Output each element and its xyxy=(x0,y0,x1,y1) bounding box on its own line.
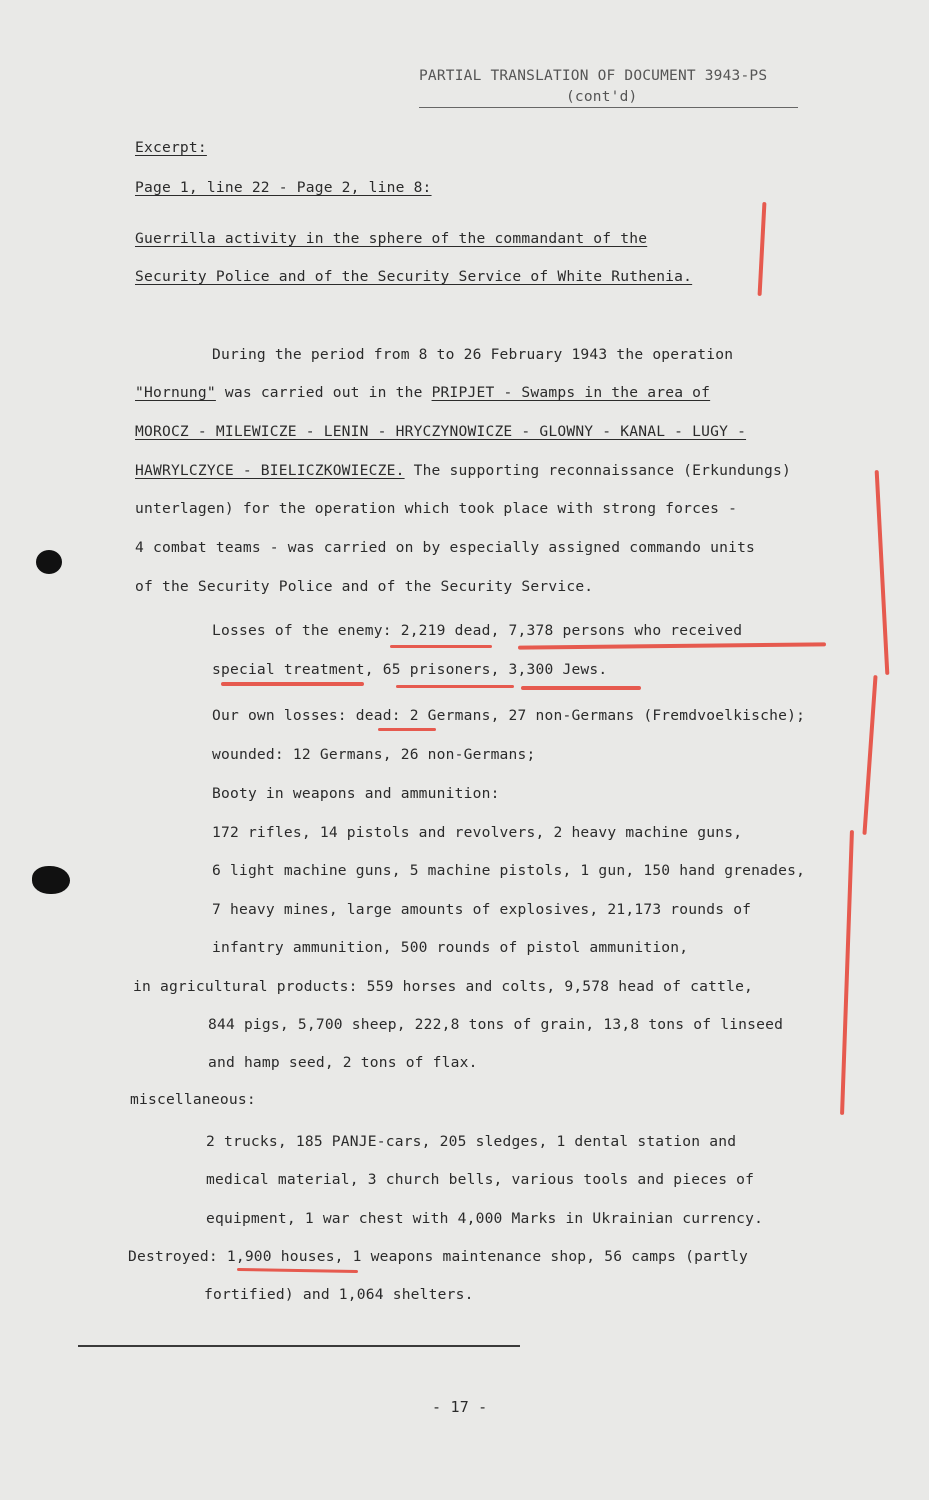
para1-line-5: unterlagen) for the operation which took place with strong forces - xyxy=(135,500,738,517)
page-number: - 17 - xyxy=(432,1398,488,1416)
booty-line-1: 172 rifles, 14 pistols and revolvers, 2 heavy machine guns, xyxy=(212,824,743,841)
para1-line-2-mid: was carried out in the xyxy=(215,384,432,401)
page-reference: Page 1, line 22 - Page 2, line 8: xyxy=(135,179,432,196)
footer-rule xyxy=(78,1345,520,1347)
red-margin-mark-heading xyxy=(758,202,767,296)
operation-name: "Hornung" xyxy=(135,384,216,401)
booty-line-2: 6 light machine guns, 5 machine pistols, 1 gun, 150 hand grenades, xyxy=(212,862,806,879)
heading-line-2: Security Police and of the Security Service of White Ruthenia. xyxy=(135,268,693,285)
heading-line-1: Guerrilla activity in the sphere of the commandant of the xyxy=(135,230,648,247)
own-losses-line-2: wounded: 12 Germans, 26 non-Germans; xyxy=(212,746,536,763)
agri-line-1: in agricultural products: 559 horses and colts, 9,578 head of cattle, xyxy=(133,978,754,995)
misc-label: miscellaneous: xyxy=(130,1091,256,1108)
para1-line-4-rest: The supporting reconnaissance (Erkundungs) xyxy=(404,462,791,479)
red-underline-special-treatment-2 xyxy=(221,682,364,686)
punch-hole-lower xyxy=(32,866,70,894)
para1-line-7: of the Security Police and of the Security Service. xyxy=(135,578,594,595)
red-underline-houses xyxy=(237,1268,358,1273)
para1-line-1: During the period from 8 to 26 February 1943 the operation xyxy=(212,346,734,363)
losses-line-2: special treatment, 65 prisoners, 3,300 Jews. xyxy=(212,661,608,678)
red-underline-own-dead xyxy=(378,728,436,731)
misc-line-3: equipment, 1 war chest with 4,000 Marks in Ukrainian currency. xyxy=(206,1210,764,1227)
red-underline-special-treatment-1 xyxy=(518,642,826,649)
losses-line-1: Losses of the enemy: 2,219 dead, 7,378 persons who received xyxy=(212,622,743,639)
misc-line-2: medical material, 3 church bells, various tools and pieces of xyxy=(206,1171,755,1188)
punch-hole-upper xyxy=(36,550,62,574)
agri-line-3: and hamp seed, 2 tons of flax. xyxy=(208,1054,478,1071)
destroyed-line-2: fortified) and 1,064 shelters. xyxy=(204,1286,474,1303)
agri-line-2: 844 pigs, 5,700 sheep, 222,8 tons of grain, 13,8 tons of linseed xyxy=(208,1016,784,1033)
para1-line-3: MOROCZ - MILEWICZE - LENIN - HRYCZYNOWICZE - GLOWNY - KANAL - LUGY - xyxy=(135,423,747,440)
operation-area: PRIPJET - Swamps in the area of xyxy=(431,384,711,401)
booty-line-4: infantry ammunition, 500 rounds of pistol ammunition, xyxy=(212,939,689,956)
para1-line-2 xyxy=(135,384,710,401)
para1-line-6: 4 combat teams - was carried on by especially assigned commando units xyxy=(135,539,756,556)
document-title: PARTIAL TRANSLATION OF DOCUMENT 3943-PS xyxy=(419,68,768,84)
para1-line-4 xyxy=(135,462,791,479)
continued-label: (cont'd) xyxy=(566,89,638,105)
destroyed-line-1: Destroyed: 1,900 houses, 1 weapons maintenance shop, 56 camps (partly xyxy=(128,1248,749,1265)
red-underline-dead xyxy=(390,645,492,648)
place-names: HAWRYLCZYCE - BIELICZKOWIECZE. xyxy=(135,462,405,479)
own-losses-line-1: Our own losses: dead: 2 Germans, 27 non-Germans (Fremdvoelkische); xyxy=(212,707,806,724)
misc-line-1: 2 trucks, 185 PANJE-cars, 205 sledges, 1 dental station and xyxy=(206,1133,737,1150)
red-underline-prisoners xyxy=(396,685,514,688)
booty-label: Booty in weapons and ammunition: xyxy=(212,785,500,802)
booty-line-3: 7 heavy mines, large amounts of explosives, 21,173 rounds of xyxy=(212,901,752,918)
header-rule xyxy=(419,107,798,108)
red-margin-mark-lower xyxy=(840,830,854,1115)
excerpt-label: Excerpt: xyxy=(135,139,207,156)
red-margin-mark-middle xyxy=(862,675,877,835)
red-underline-jews xyxy=(521,686,641,690)
red-margin-mark-upper xyxy=(875,470,890,675)
